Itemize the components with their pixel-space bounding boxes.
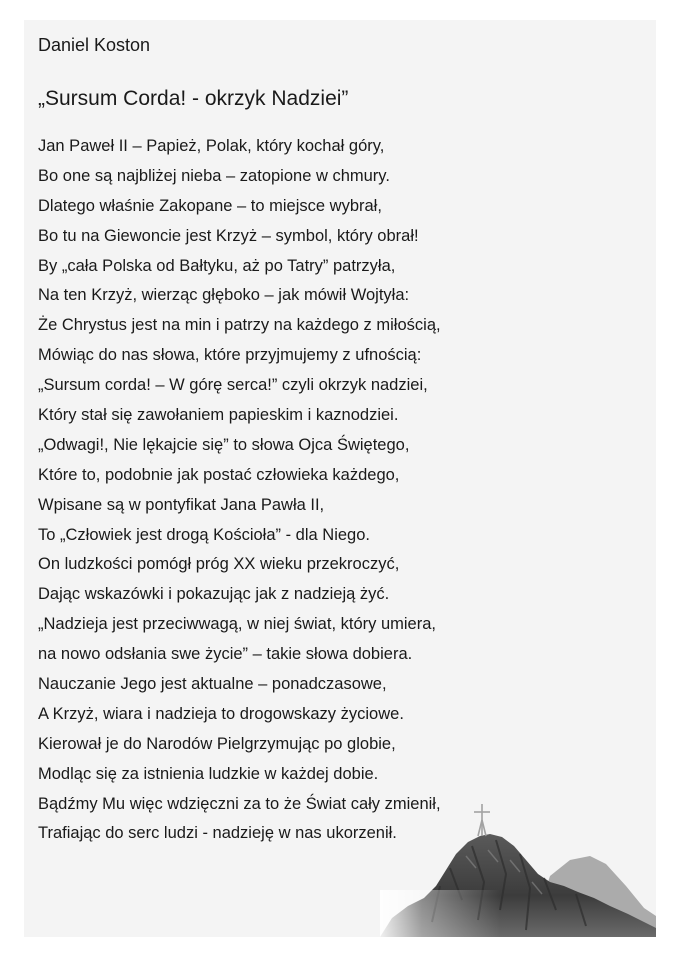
poem-body bbox=[38, 132, 441, 849]
poem-line: Że Chrystus jest na min i patrzy na każdego z miłością, bbox=[38, 316, 441, 335]
poem-line: A Krzyż, wiara i nadzieja to drogowskazy życiowe. bbox=[38, 704, 404, 723]
poem-line: On ludzkości pomógł próg XX wieku przekroczyć, bbox=[38, 555, 400, 574]
poem-line: Dlatego właśnie Zakopane – to miejsce wybrał, bbox=[38, 196, 382, 215]
poem-line: Nauczanie Jego jest aktualne – ponadczasowe, bbox=[38, 675, 387, 694]
poem-line: Trafiając do serc ludzi - nadzieję w nas ukorzenił. bbox=[38, 824, 397, 843]
poem-line: To „Człowiek jest drogą Kościoła” - dla Niego. bbox=[38, 525, 370, 544]
poem-line: Bo one są najbliżej nieba – zatopione w chmury. bbox=[38, 166, 390, 185]
poem-line: na nowo odsłania swe życie” – takie słowa dobiera. bbox=[38, 645, 413, 664]
poem-title: „Sursum Corda! - okrzyk Nadziei” bbox=[38, 87, 349, 110]
poem-line: Który stał się zawołaniem papieskim i kaznodziei. bbox=[38, 406, 399, 425]
poem-line: Na ten Krzyż, wierząc głęboko – jak mówił Wojtyła: bbox=[38, 286, 410, 305]
poem-line: Bo tu na Giewoncie jest Krzyż – symbol, który obrał! bbox=[38, 226, 419, 245]
poem-line: Mówiąc do nas słowa, które przyjmujemy z ufnością: bbox=[38, 346, 422, 365]
poem-line: Kierował je do Narodów Pielgrzymując po globie, bbox=[38, 734, 396, 753]
poem-line: Jan Paweł II – Papież, Polak, który kochał góry, bbox=[38, 137, 385, 155]
poem-line: Wpisane są w pontyfikat Jana Pawła II, bbox=[38, 495, 325, 514]
giewont-mountain-cross-icon bbox=[380, 790, 656, 937]
poem-line: By „cała Polska od Bałtyku, aż po Tatry” patrzyła, bbox=[38, 256, 396, 275]
poem-line: „Odwagi!, Nie lękajcie się” to słowa Ojca Świętego, bbox=[38, 435, 410, 454]
poem-line: „Nadzieja jest przeciwwagą, w niej świat, który umiera, bbox=[38, 615, 436, 634]
poem-line: „Sursum corda! – W górę serca!” czyli okrzyk nadziei, bbox=[38, 376, 428, 395]
poem-line: Modląc się za istnienia ludzkie w każdej dobie. bbox=[38, 764, 379, 783]
poem-line: Które to, podobnie jak postać człowieka każdego, bbox=[38, 465, 400, 484]
poem-line: Dając wskazówki i pokazując jak z nadzieją żyć. bbox=[38, 585, 390, 604]
author-name: Daniel Koston bbox=[38, 35, 151, 55]
poem-line: Bądźmy Mu więc wdzięczni za to że Świat cały zmienił, bbox=[38, 794, 441, 813]
